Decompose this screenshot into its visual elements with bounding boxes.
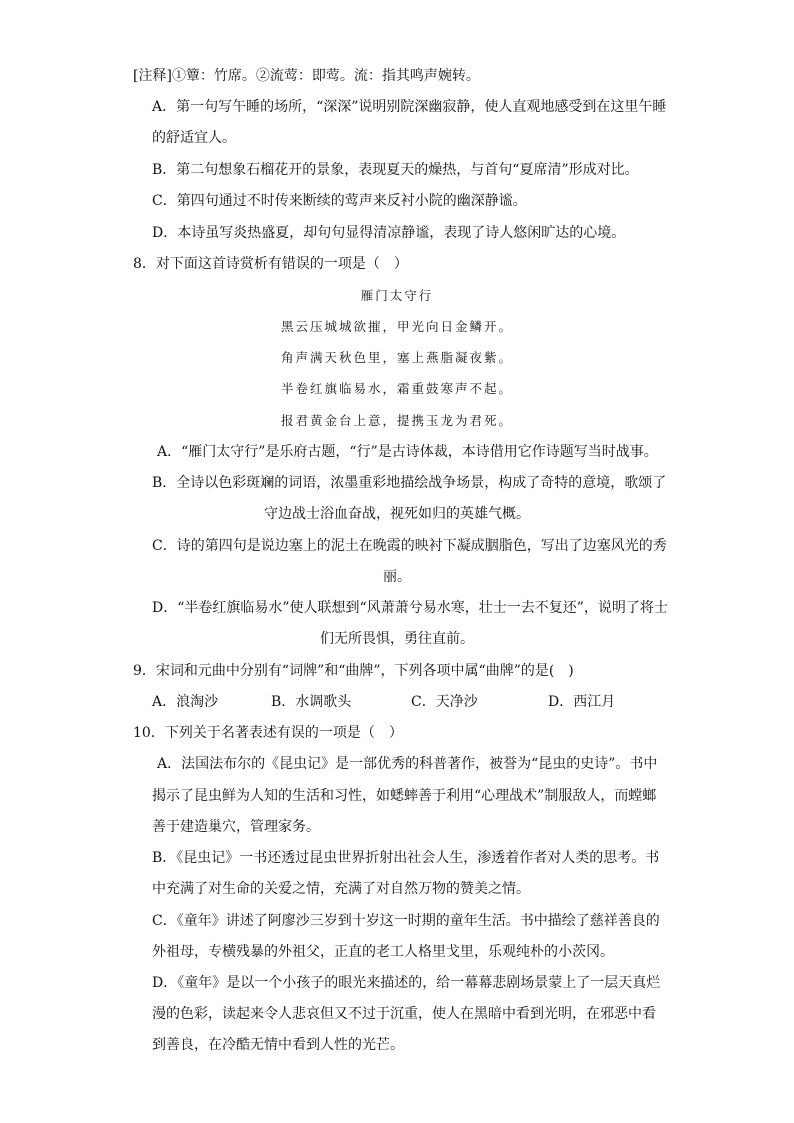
q10-option-b-line1: B．《昆虫记》一书还透过昆虫世界折射出社会人生，渗透着作者对人类的思考。书 (152, 850, 660, 866)
poem-line-1: 黑云压城城欲摧，甲光向日金鳞开。 (280, 319, 513, 334)
q8-option-d-line2: 们无所畏惧，勇往直前。 (320, 631, 474, 647)
poem-title: 雁门太守行 (360, 288, 434, 303)
q9-choice-d: D．西江月 (548, 694, 616, 710)
note-line (133, 67, 480, 85)
note-label: [注释] (133, 68, 172, 84)
q9-choice-b: B．水调歌头 (271, 694, 352, 710)
q8-option-a: A．“雁门太守行”是乐府古题，“行”是古诗体裁，本诗借用它作诗题写当时战事。 (157, 444, 658, 460)
q9-choice-c: C．天净沙 (411, 694, 478, 710)
q10-option-d-line1: D．《童年》是以一个小孩子的眼光来描述的，给一幕幕悲剧场景蒙上了一层天真烂 (152, 975, 661, 991)
note-option-a-line2: 的舒适宜人。 (152, 130, 236, 146)
note-option-d: D．本诗虽写炎热盛夏，却句句显得清凉静谧，表现了诗人悠闲旷达的心境。 (152, 225, 626, 241)
q8-option-d-line1: D．“半卷红旗临易水”使人联想到“风萧萧兮易水寒，壮士一去不复还”，说明了将士 (152, 600, 668, 616)
q10-option-c-line1: C．《童年》讲述了阿廖沙三岁到十岁这一时期的童年生活。书中描绘了慈祥善良的 (152, 913, 660, 929)
q8-option-c-line2: 丽。 (383, 569, 411, 585)
q8-option-b-line1: B．全诗以色彩斑斓的词语，浓墨重彩地描绘战争场景，构成了奇特的意境，歌颂了 (152, 475, 667, 491)
note-option-a-line1: A．第一句写午睡的场所，“深深”说明别院深幽寂静，使人直观地感受到在这里午睡 (152, 99, 667, 115)
poem-line-2: 角声满天秋色里，塞上燕脂凝夜紫。 (280, 350, 513, 365)
q8-stem: 8．对下面这首诗赏析有错误的一项是（ ） (133, 256, 408, 272)
note-option-c: C．第四句通过不时传来断续的莺声来反衬小院的幽深静谧。 (152, 193, 527, 209)
q10-option-d-line3: 到善良，在冷酷无情中看到人性的光芒。 (152, 1037, 404, 1053)
q10-option-d-line2: 漫的色彩，读起来令人悲哀但又不过于沉重，使人在黑暗中看到光明，在邪恶中看 (152, 1006, 656, 1022)
note-option-b: B．第二句想象石榴花开的景象，表现夏天的燥热，与首句“夏席清”形成对比。 (152, 162, 639, 178)
q10-option-c-line2: 外祖母，专横残暴的外祖父，正直的老工人格里戈里，乐观纯朴的小茨冈。 (152, 944, 614, 960)
q8-option-c-line1: C．诗的第四句是说边塞上的泥土在晚霞的映衬下凝成胭脂色，写出了边塞风光的秀 (152, 538, 667, 554)
q10-stem: 10．下列关于名著表述有误的一项是（ ） (133, 725, 403, 741)
q9-choice-a: A．浪淘沙 (152, 694, 219, 710)
q9-stem: 9．宋词和元曲中分别有“词牌”和“曲牌”，下列各项中属“曲牌”的是( ) (133, 663, 574, 679)
poem-line-3: 半卷红旗临易水，霜重鼓寒声不起。 (280, 381, 513, 396)
q8-option-b-line2: 守边战士浴血奋战，视死如归的英雄气概。 (264, 506, 530, 522)
q10-option-a-line1: A．法国法布尔的《昆虫记》是一部优秀的科普著作，被誉为“昆虫的史诗”。书中 (157, 756, 658, 772)
note-text: ①簟：竹席。②流莺：即莺。流：指其鸣声婉转。 (171, 68, 480, 84)
q10-option-b-line2: 中充满了对生命的关爱之情，充满了对自然万物的赞美之情。 (152, 881, 530, 897)
poem-line-4: 报君黄金台上意，提携玉龙为君死。 (280, 413, 513, 428)
q10-option-a-line2: 揭示了昆虫鲜为人知的生活和习性，如蟋蟀善于利用“心理战术”制服敌人，而螳螂 (152, 788, 657, 804)
q10-option-a-line3: 善于建造巢穴，管理家务。 (152, 819, 320, 835)
